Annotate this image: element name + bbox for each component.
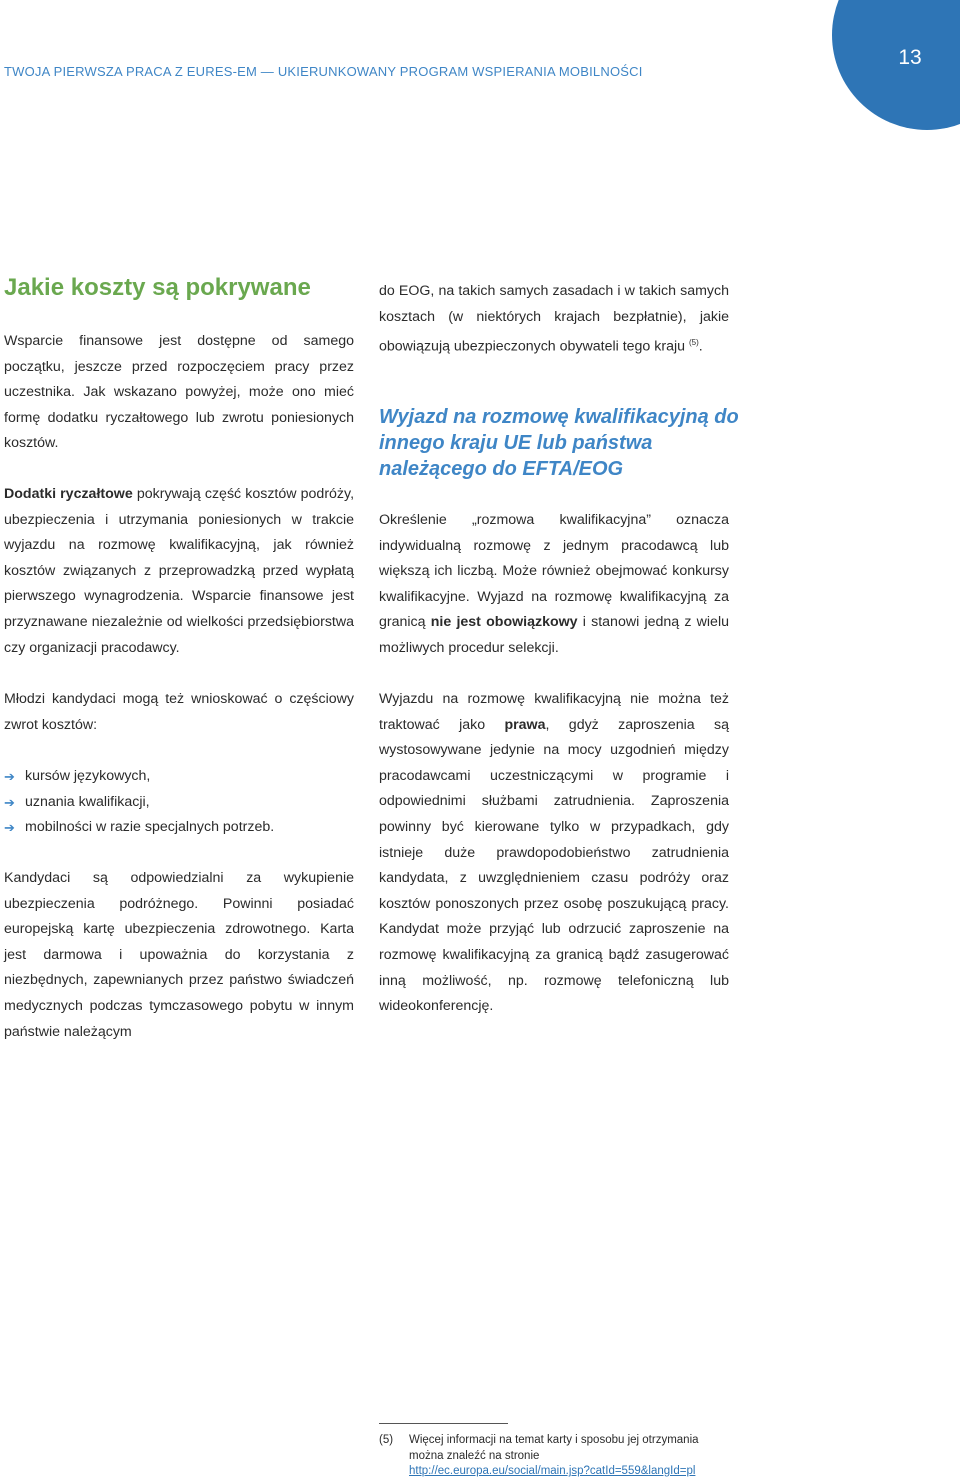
running-title: TWOJA PIERWSZA PRACA Z EURES-EM — UKIERUNKOWANY PROGRAM WSPIERANIA MOBILNOŚCI — [4, 64, 643, 79]
bold-term: prawa — [504, 716, 546, 733]
left-column-list — [4, 764, 354, 841]
paragraph-lump-sum — [4, 482, 354, 661]
section-heading-costs: Jakie koszty są pokrywane — [4, 274, 311, 301]
paragraph-eea-continuation: do EOG, na takich samych zasadach i w takich samych kosztach (w niektórych krajach bezpłatnie), jakie obowiązują ubezpieczonych obywateli tego kraju $^{(5)}$. — [379, 283, 729, 355]
footnote-body — [409, 1433, 709, 1480]
footnote-reference[interactable]: (5) — [688, 338, 699, 348]
list-item: ➔ uznania kwalifikacji, — [4, 790, 354, 816]
footnote-mark: (5) — [379, 1434, 394, 1446]
footnote-text: Więcej informacji na temat karty i sposobu jej otrzymania można znaleźć na stronie — [409, 1434, 699, 1462]
arrow-right-icon: ➔ — [4, 769, 15, 784]
right-column-interview — [379, 508, 729, 662]
left-column-top — [4, 329, 354, 457]
arrow-right-icon: ➔ — [4, 820, 15, 836]
right-column-right-to-trip — [379, 687, 729, 1020]
paragraph-insurance: Kandydaci są odpowiedzialni za wykupienie ubezpieczenia podróżnego. Powinni posiadać europejską kartę ubezpieczenia zdrowotnego. Karta jest darmowa i upoważnia do korzystania z niezbędnych, zapewnianych przez państwo świadczeń medycznych podczas tymczasowego pobytu w innym państwie należącym — [4, 870, 354, 1040]
paragraph-financial-support: Wsparcie finansowe jest dostępne od samego początku, jeszcze przed rozpoczęciem pracy przez uczestnika. Jak wskazano powyżej, może ono mieć formę dodatku ryczałtowego lub zwrotu poniesionych kosztów. — [4, 333, 354, 452]
footnote-link[interactable]: http://ec.europa.eu/social/main.jsp?catId=559&langId=pl — [409, 1465, 696, 1477]
left-column-insurance — [4, 866, 354, 1045]
section-heading-interview-trip: Wyjazd na rozmowę kwalifikacyjną do innego kraju UE lub państwa należącego do EFTA/EOG — [379, 406, 739, 480]
bold-term: nie jest obowiązkowy — [430, 614, 578, 631]
footnote-divider — [379, 1423, 508, 1424]
page-number: 13 — [898, 46, 922, 69]
refund-list — [4, 764, 354, 841]
list-item: ➔ kursów językowych, — [4, 764, 354, 790]
right-column-top — [379, 279, 729, 361]
left-column-lump-sum — [4, 482, 354, 661]
bold-term: Dodatki ryczałtowe — [4, 486, 133, 502]
arrow-right-icon: ➔ — [4, 794, 15, 810]
paragraph-not-a-right: Wyjazdu na rozmowę kwalifikacyjną nie można też traktować jako prawa, gdyż zaproszenia są wystosowywane jedynie na mocy uzgodnień między pracodawcami uczestniczącymi w programie i odpowiednimi służbami zatrudnienia. Zaproszenia powinny być kierowane tylko w przypadkach, gdy istnieje duże prawdopodobieństwo zatrudnienia kandydata, z uwzględnieniem czasu podróży oraz kosztów ponoszonych przez osobę poszukującą pracy. Kandydat może przyjąć lub odrzucić zaproszenie na rozmowę kwalifikacyjną za granicą bądź zasugerować inną możliwość, np. rozmowę telefoniczną lub wideokonferencję. — [379, 691, 729, 1015]
left-column-partial-refund — [4, 687, 354, 738]
paragraph-interview-definition: Określenie „rozmowa kwalifikacyjna” oznacza indywidualną rozmowę z jednym pracodawcą lub większą ich liczbą. Może również obejmować konkursy kwalifikacyjne. Wyjazd na rozmowę kwalifikacyjną za granicą nie jest obowiązkowy i stanowi jedną z wielu możliwych procedur selekcji. — [379, 512, 729, 656]
paragraph-partial-refund: Młodzi kandydaci mogą też wnioskować o częściowy zwrot kosztów: — [4, 691, 354, 733]
list-item: ➔ mobilności w razie specjalnych potrzeb. — [4, 815, 354, 841]
paragraph-text: pokrywają część kosztów podróży, ubezpieczenia i utrzymania poniesionych w trakcie wyjazdu na rozmowę kwalifikacyjną, jak również kosztów związanych z przeprowadzką przed wypłatą pierwszego wynagrodzenia. Wsparcie finansowe jest przyznawane niezależnie od wielkości przedsiębiorstwa czy organizacji pracodawcy. — [4, 486, 355, 656]
